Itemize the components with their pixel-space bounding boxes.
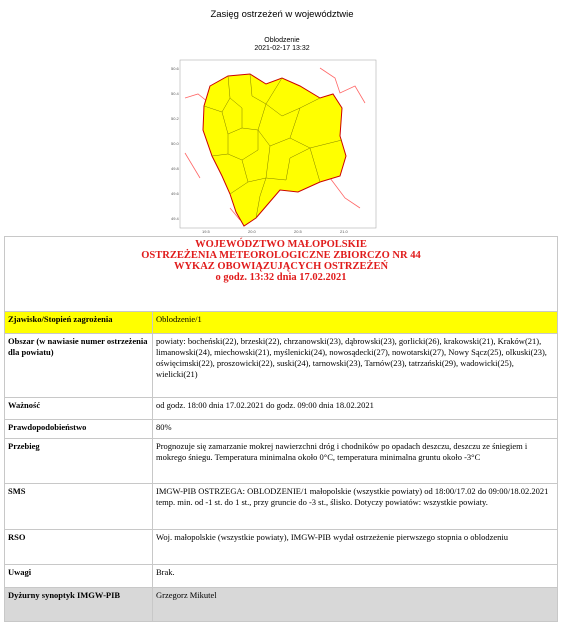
row-forecaster	[5, 588, 558, 622]
warning-map-svg	[170, 58, 380, 234]
page-title: Zasięg ostrzeżeń w województwie	[210, 9, 354, 20]
row-remarks	[5, 565, 558, 588]
warning-table	[4, 236, 558, 622]
row-label: Przebieg	[5, 439, 153, 484]
row-value: 80%	[153, 420, 558, 439]
header-line-1: WOJEWÓDZTWO MAŁOPOLSKIE	[195, 239, 367, 250]
y-tick: 49.6	[171, 191, 179, 196]
row-validity	[5, 398, 558, 420]
row-label: Ważność	[5, 398, 153, 420]
map-caption	[0, 37, 564, 53]
row-label: RSO	[5, 530, 153, 565]
header-line-3: WYKAZ OBOWIĄZUJĄCYCH OSTRZEŻEŃ	[173, 261, 389, 272]
x-tick: 20.0	[248, 229, 256, 234]
row-area	[5, 334, 558, 398]
row-label: Prawdopodobieństwo	[5, 420, 153, 439]
y-tick: 50.0	[171, 141, 179, 146]
row-rso	[5, 530, 558, 565]
row-value: Woj. małopolskie (wszystkie powiaty), IMGW-PIB wydał ostrzeżenie pierwszego stopnia o oblodzeniu	[153, 530, 558, 565]
row-value: powiaty: bocheński(22), brzeski(22), chrzanowski(23), dąbrowski(23), gorlicki(26), krakowski(21), Kraków(21), limanowski(24), miechowski(21), myślenicki(24), nowosądecki(27), nowotarski(27), Nowy Sącz(25), olkuski(23), oświęcimski(22), proszowicki(22), suski(24), tarnowski(23), Tarnów(23), tatrzański(29), wadowicki(25), wielicki(21)	[153, 334, 558, 398]
x-tick: 21.0	[340, 229, 348, 234]
y-tick: 49.4	[171, 216, 179, 221]
y-tick: 50.4	[171, 91, 179, 96]
header-line-2: OSTRZEŻENIA METEOROLOGICZNE ZBIORCZO NR 44	[141, 250, 421, 261]
row-value: IMGW-PIB OSTRZEGA: OBLODZENIE/1 małopolskie (wszystkie powiaty) od 18:00/17.02 do 09:00/18.02.2021 temp. min. od -1 st. do 1 st., przy gruncie do -3 st., ślisko. Dotyczy powiatów: wszystkie powiaty.	[153, 484, 558, 530]
row-value: Brak.	[153, 565, 558, 588]
row-label: Dyżurny synoptyk IMGW-PIB	[5, 588, 153, 622]
header-line-4: o godz. 13:32 dnia 17.02.2021	[215, 272, 347, 283]
y-tick: 50.2	[171, 116, 179, 121]
row-label: Obszar (w nawiasie numer ostrzeżenia dla powiatu)	[5, 334, 153, 398]
warning-header-row	[5, 237, 558, 312]
row-label: SMS	[5, 484, 153, 530]
x-tick: 19.5	[202, 229, 210, 234]
row-phenomenon	[5, 312, 558, 334]
row-value: od godz. 18:00 dnia 17.02.2021 do godz. 09:00 dnia 18.02.2021	[153, 398, 558, 420]
row-sms	[5, 484, 558, 530]
map-datetime: 2021-02-17 13:32	[254, 45, 310, 52]
row-value: Grzegorz Mikutel	[153, 588, 558, 622]
y-tick: 50.6	[171, 66, 179, 71]
map-title: Oblodzenie	[264, 37, 300, 44]
warning-map	[170, 58, 380, 234]
row-label: Uwagi	[5, 565, 153, 588]
row-course	[5, 439, 558, 484]
row-value: Oblodzenie/1	[153, 312, 558, 334]
y-tick: 49.8	[171, 166, 179, 171]
row-probability	[5, 420, 558, 439]
warning-header	[5, 237, 558, 312]
x-tick: 20.5	[294, 229, 302, 234]
row-value: Prognozuje się zamarzanie mokrej nawierzchni dróg i chodników po opadach deszczu, deszczu ze śniegiem i mokrego śniegu. Temperatura minimalna około 0°C, temperatura minimalna gruntu około -3°C	[153, 439, 558, 484]
row-label: Zjawisko/Stopień zagrożenia	[5, 312, 153, 334]
